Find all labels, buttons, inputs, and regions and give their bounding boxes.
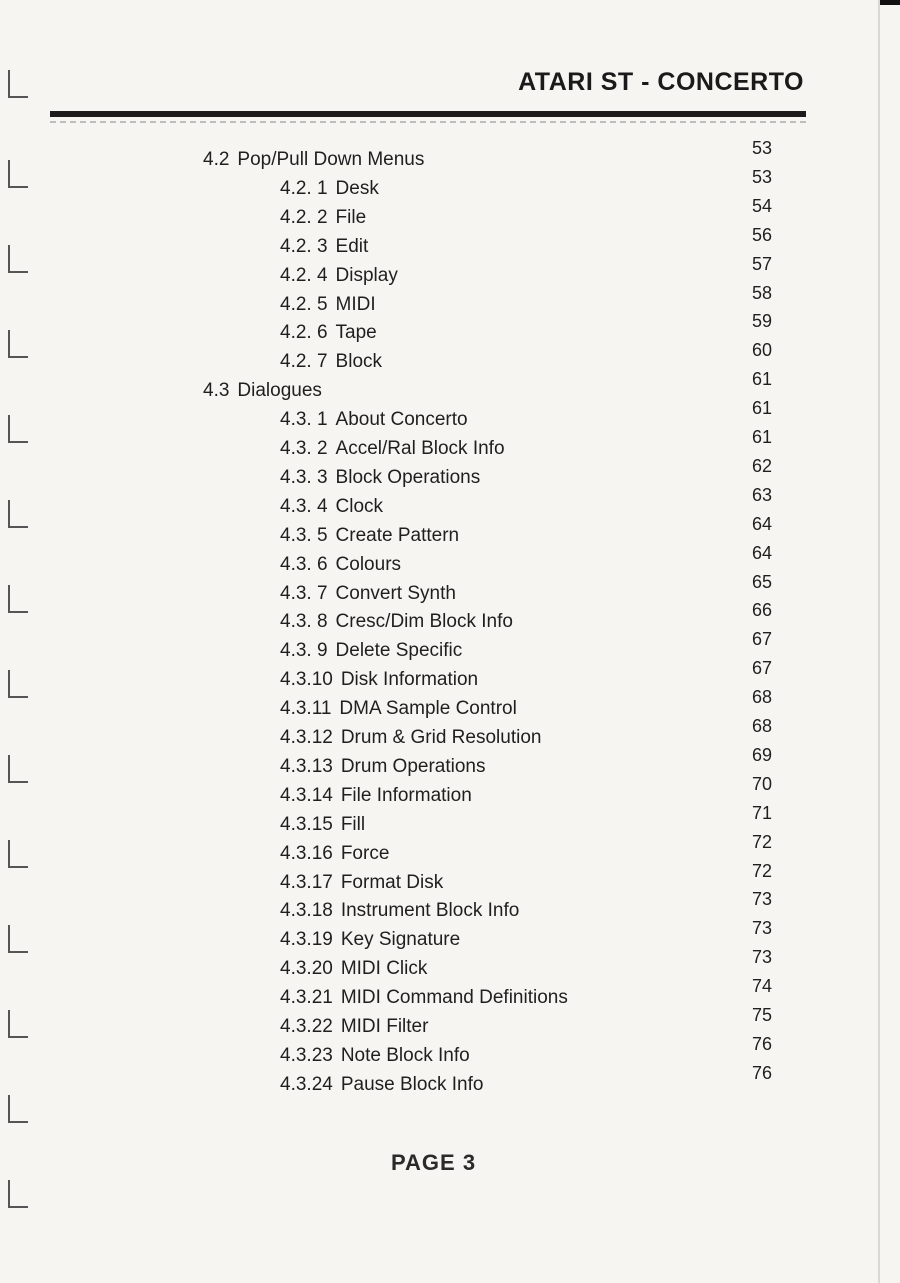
toc-entry-title: Fill — [340, 814, 366, 835]
toc-entry-title: Dialogues — [237, 380, 322, 401]
binding-mark — [8, 925, 28, 953]
toc-entry-title: Pop/Pull Down Menus — [237, 149, 425, 170]
toc-entry — [280, 841, 389, 867]
scan-corner-mark — [878, 0, 900, 5]
page-edge — [878, 0, 880, 1283]
toc-entry-number: 4.3. 5 — [280, 525, 328, 546]
binding-mark — [8, 415, 28, 443]
toc-entry — [280, 407, 468, 433]
toc-entry-title: Clock — [335, 496, 384, 517]
page-header-title: ATARI ST - CONCERTO — [518, 68, 804, 96]
toc-entry-title: MIDI Command Definitions — [340, 987, 568, 1008]
toc-entry-number: 4.2. 2 — [280, 207, 328, 228]
toc-entry — [280, 696, 517, 722]
toc-entry-number: 4.3. 7 — [280, 583, 328, 604]
toc-entry-title: Block Operations — [335, 467, 481, 488]
binding-mark — [8, 160, 28, 188]
toc-entry-page: 56 — [752, 225, 773, 245]
toc-entry — [280, 638, 462, 664]
toc-entry-title: Desk — [335, 178, 379, 199]
toc-entry-number: 4.2. 7 — [280, 351, 328, 372]
toc-entry-number: 4.3. 8 — [280, 611, 328, 632]
toc-entry-page: 71 — [752, 803, 773, 823]
binding-mark — [8, 840, 28, 868]
binding-mark — [8, 70, 28, 98]
header-rule — [50, 111, 806, 117]
toc-entry-number: 4.2. 5 — [280, 294, 328, 315]
toc-entry-number: 4.3.18 — [280, 900, 333, 921]
toc-entry-number: 4.3.13 — [280, 756, 333, 777]
binding-mark — [8, 585, 28, 613]
toc-entry-number: 4.3.16 — [280, 843, 333, 864]
binding-mark — [8, 500, 28, 528]
toc-entry — [280, 812, 365, 838]
toc-entry-title: Tape — [335, 322, 377, 343]
toc-entry-page: 72 — [752, 832, 773, 852]
toc-entry-title: File Information — [340, 785, 472, 806]
toc-entry-number: 4.3. 2 — [280, 438, 328, 459]
toc-entry-page: 63 — [752, 485, 773, 505]
toc-entry-title: MIDI Filter — [340, 1016, 429, 1037]
toc-entry — [280, 1014, 428, 1040]
toc-entry-number: 4.3. 1 — [280, 409, 328, 430]
toc-entry-number: 4.2. 4 — [280, 265, 328, 286]
toc-entry — [280, 436, 505, 462]
toc-entry — [280, 349, 382, 375]
toc-entry — [280, 320, 377, 346]
toc-entry-page: 59 — [752, 311, 773, 331]
binding-mark — [8, 1095, 28, 1123]
toc-entry-page: 65 — [752, 572, 773, 592]
toc-entry-number: 4.3.17 — [280, 872, 333, 893]
toc-entry-page: 75 — [752, 1005, 773, 1025]
toc-entry — [280, 609, 513, 635]
toc-entry-page: 53 — [752, 167, 773, 187]
toc-entry-page: 67 — [752, 658, 773, 678]
toc-entry-page: 73 — [752, 947, 773, 967]
toc-entry-title: Key Signature — [340, 929, 461, 950]
toc-entry-number: 4.3.10 — [280, 669, 333, 690]
toc-entry-title: Disk Information — [340, 669, 479, 690]
toc-entry-page: 58 — [752, 283, 773, 303]
toc-entry-title: File — [335, 207, 367, 228]
toc-entry — [280, 956, 427, 982]
toc-entry-title: Format Disk — [340, 872, 444, 893]
toc-entry — [280, 205, 366, 231]
binding-mark — [8, 755, 28, 783]
toc-entry — [280, 725, 541, 751]
toc-entry — [280, 523, 459, 549]
toc-entry-number: 4.3. 9 — [280, 640, 328, 661]
toc-entry-number: 4.3.14 — [280, 785, 333, 806]
toc-entry-number: 4.3.20 — [280, 958, 333, 979]
page-number-footer: PAGE 3 — [391, 1150, 477, 1175]
toc-entry-title: Force — [340, 843, 390, 864]
toc-entry-page: 76 — [752, 1063, 773, 1083]
binding-mark — [8, 1180, 28, 1208]
toc-entry-page: 64 — [752, 514, 773, 534]
toc-entry-page: 72 — [752, 861, 773, 881]
toc-entry-title: Delete Specific — [335, 640, 463, 661]
toc-entry-page: 67 — [752, 629, 773, 649]
toc-entry — [280, 783, 472, 809]
toc-entry-title: Drum & Grid Resolution — [340, 727, 542, 748]
toc-entry-title: Edit — [335, 236, 369, 257]
toc-entry-number: 4.3.23 — [280, 1045, 333, 1066]
toc-entry-title: Note Block Info — [340, 1045, 470, 1066]
toc-entry-title: Pause Block Info — [340, 1074, 484, 1095]
toc-entry-number: 4.3.22 — [280, 1016, 333, 1037]
toc-entry-page: 68 — [752, 687, 773, 707]
binding-mark — [8, 670, 28, 698]
toc-entry-title: About Concerto — [335, 409, 468, 430]
toc-entry-title: DMA Sample Control — [339, 698, 517, 719]
toc-entry-number: 4.3.11 — [280, 698, 332, 719]
toc-entry — [280, 234, 368, 260]
toc-entry-number: 4.3.12 — [280, 727, 333, 748]
toc-entry-number: 4.3.19 — [280, 929, 333, 950]
toc-entry — [280, 292, 376, 318]
toc-entry — [280, 667, 478, 693]
toc-entry — [203, 378, 322, 404]
toc-entry-page: 69 — [752, 745, 773, 765]
toc-entry-title: Cresc/Dim Block Info — [335, 611, 513, 632]
binding-mark — [8, 1010, 28, 1038]
binding-mark — [8, 330, 28, 358]
toc-entry-page: 61 — [752, 427, 773, 447]
toc-entry-page: 53 — [752, 138, 773, 158]
toc-entry — [280, 176, 379, 202]
toc-entry-number: 4.3. 3 — [280, 467, 328, 488]
toc-entry-title: Block — [335, 351, 383, 372]
toc-entry — [280, 1043, 470, 1069]
toc-entry-page: 76 — [752, 1034, 773, 1054]
toc-entry-page: 64 — [752, 543, 773, 563]
toc-entry-number: 4.3.24 — [280, 1074, 333, 1095]
toc-entry-page: 60 — [752, 340, 773, 360]
toc-entry-page: 68 — [752, 716, 773, 736]
toc-entry-page: 54 — [752, 196, 773, 216]
toc-entry — [280, 1072, 483, 1098]
toc-entry — [280, 465, 480, 491]
toc-entry — [280, 927, 460, 953]
toc-entry-number: 4.3.15 — [280, 814, 333, 835]
toc-entry-page: 61 — [752, 369, 773, 389]
toc-entry-number: 4.2 — [203, 149, 230, 170]
toc-entry-title: MIDI — [335, 294, 376, 315]
toc-entry-number: 4.2. 6 — [280, 322, 328, 343]
binding-mark — [8, 245, 28, 273]
toc-entry-page: 73 — [752, 918, 773, 938]
toc-entry-number: 4.2. 3 — [280, 236, 328, 257]
toc-entry-page: 73 — [752, 889, 773, 909]
toc-entry — [203, 147, 424, 173]
toc-entry-title: Instrument Block Info — [340, 900, 520, 921]
toc-entry-page: 61 — [752, 398, 773, 418]
toc-entry-number: 4.3. 4 — [280, 496, 328, 517]
toc-entry-page: 66 — [752, 600, 773, 620]
toc-entry — [280, 494, 383, 520]
toc-entry — [280, 870, 443, 896]
toc-entry — [280, 263, 398, 289]
toc-entry-title: MIDI Click — [340, 958, 428, 979]
toc-entry-number: 4.2. 1 — [280, 178, 328, 199]
toc-entry — [280, 754, 486, 780]
toc-entry-title: Display — [335, 265, 398, 286]
binding-holes — [4, 40, 34, 1240]
header-rule-shadow — [50, 121, 806, 123]
toc-entry-page: 62 — [752, 456, 773, 476]
toc-entry-title: Create Pattern — [335, 525, 460, 546]
toc-entry — [280, 581, 456, 607]
toc-entry-number: 4.3.21 — [280, 987, 333, 1008]
toc-entry-number: 4.3. 6 — [280, 554, 328, 575]
toc-entry-page: 57 — [752, 254, 773, 274]
toc-entry — [280, 552, 401, 578]
toc-entry-page: 74 — [752, 976, 773, 996]
toc-entry-number: 4.3 — [203, 380, 230, 401]
toc-entry-title: Colours — [335, 554, 402, 575]
toc-entry — [280, 985, 568, 1011]
toc-entry-title: Accel/Ral Block Info — [335, 438, 505, 459]
toc-entry-title: Drum Operations — [340, 756, 486, 777]
toc-entry — [280, 898, 519, 924]
toc-entry-page: 70 — [752, 774, 773, 794]
toc-entry-title: Convert Synth — [335, 583, 456, 604]
